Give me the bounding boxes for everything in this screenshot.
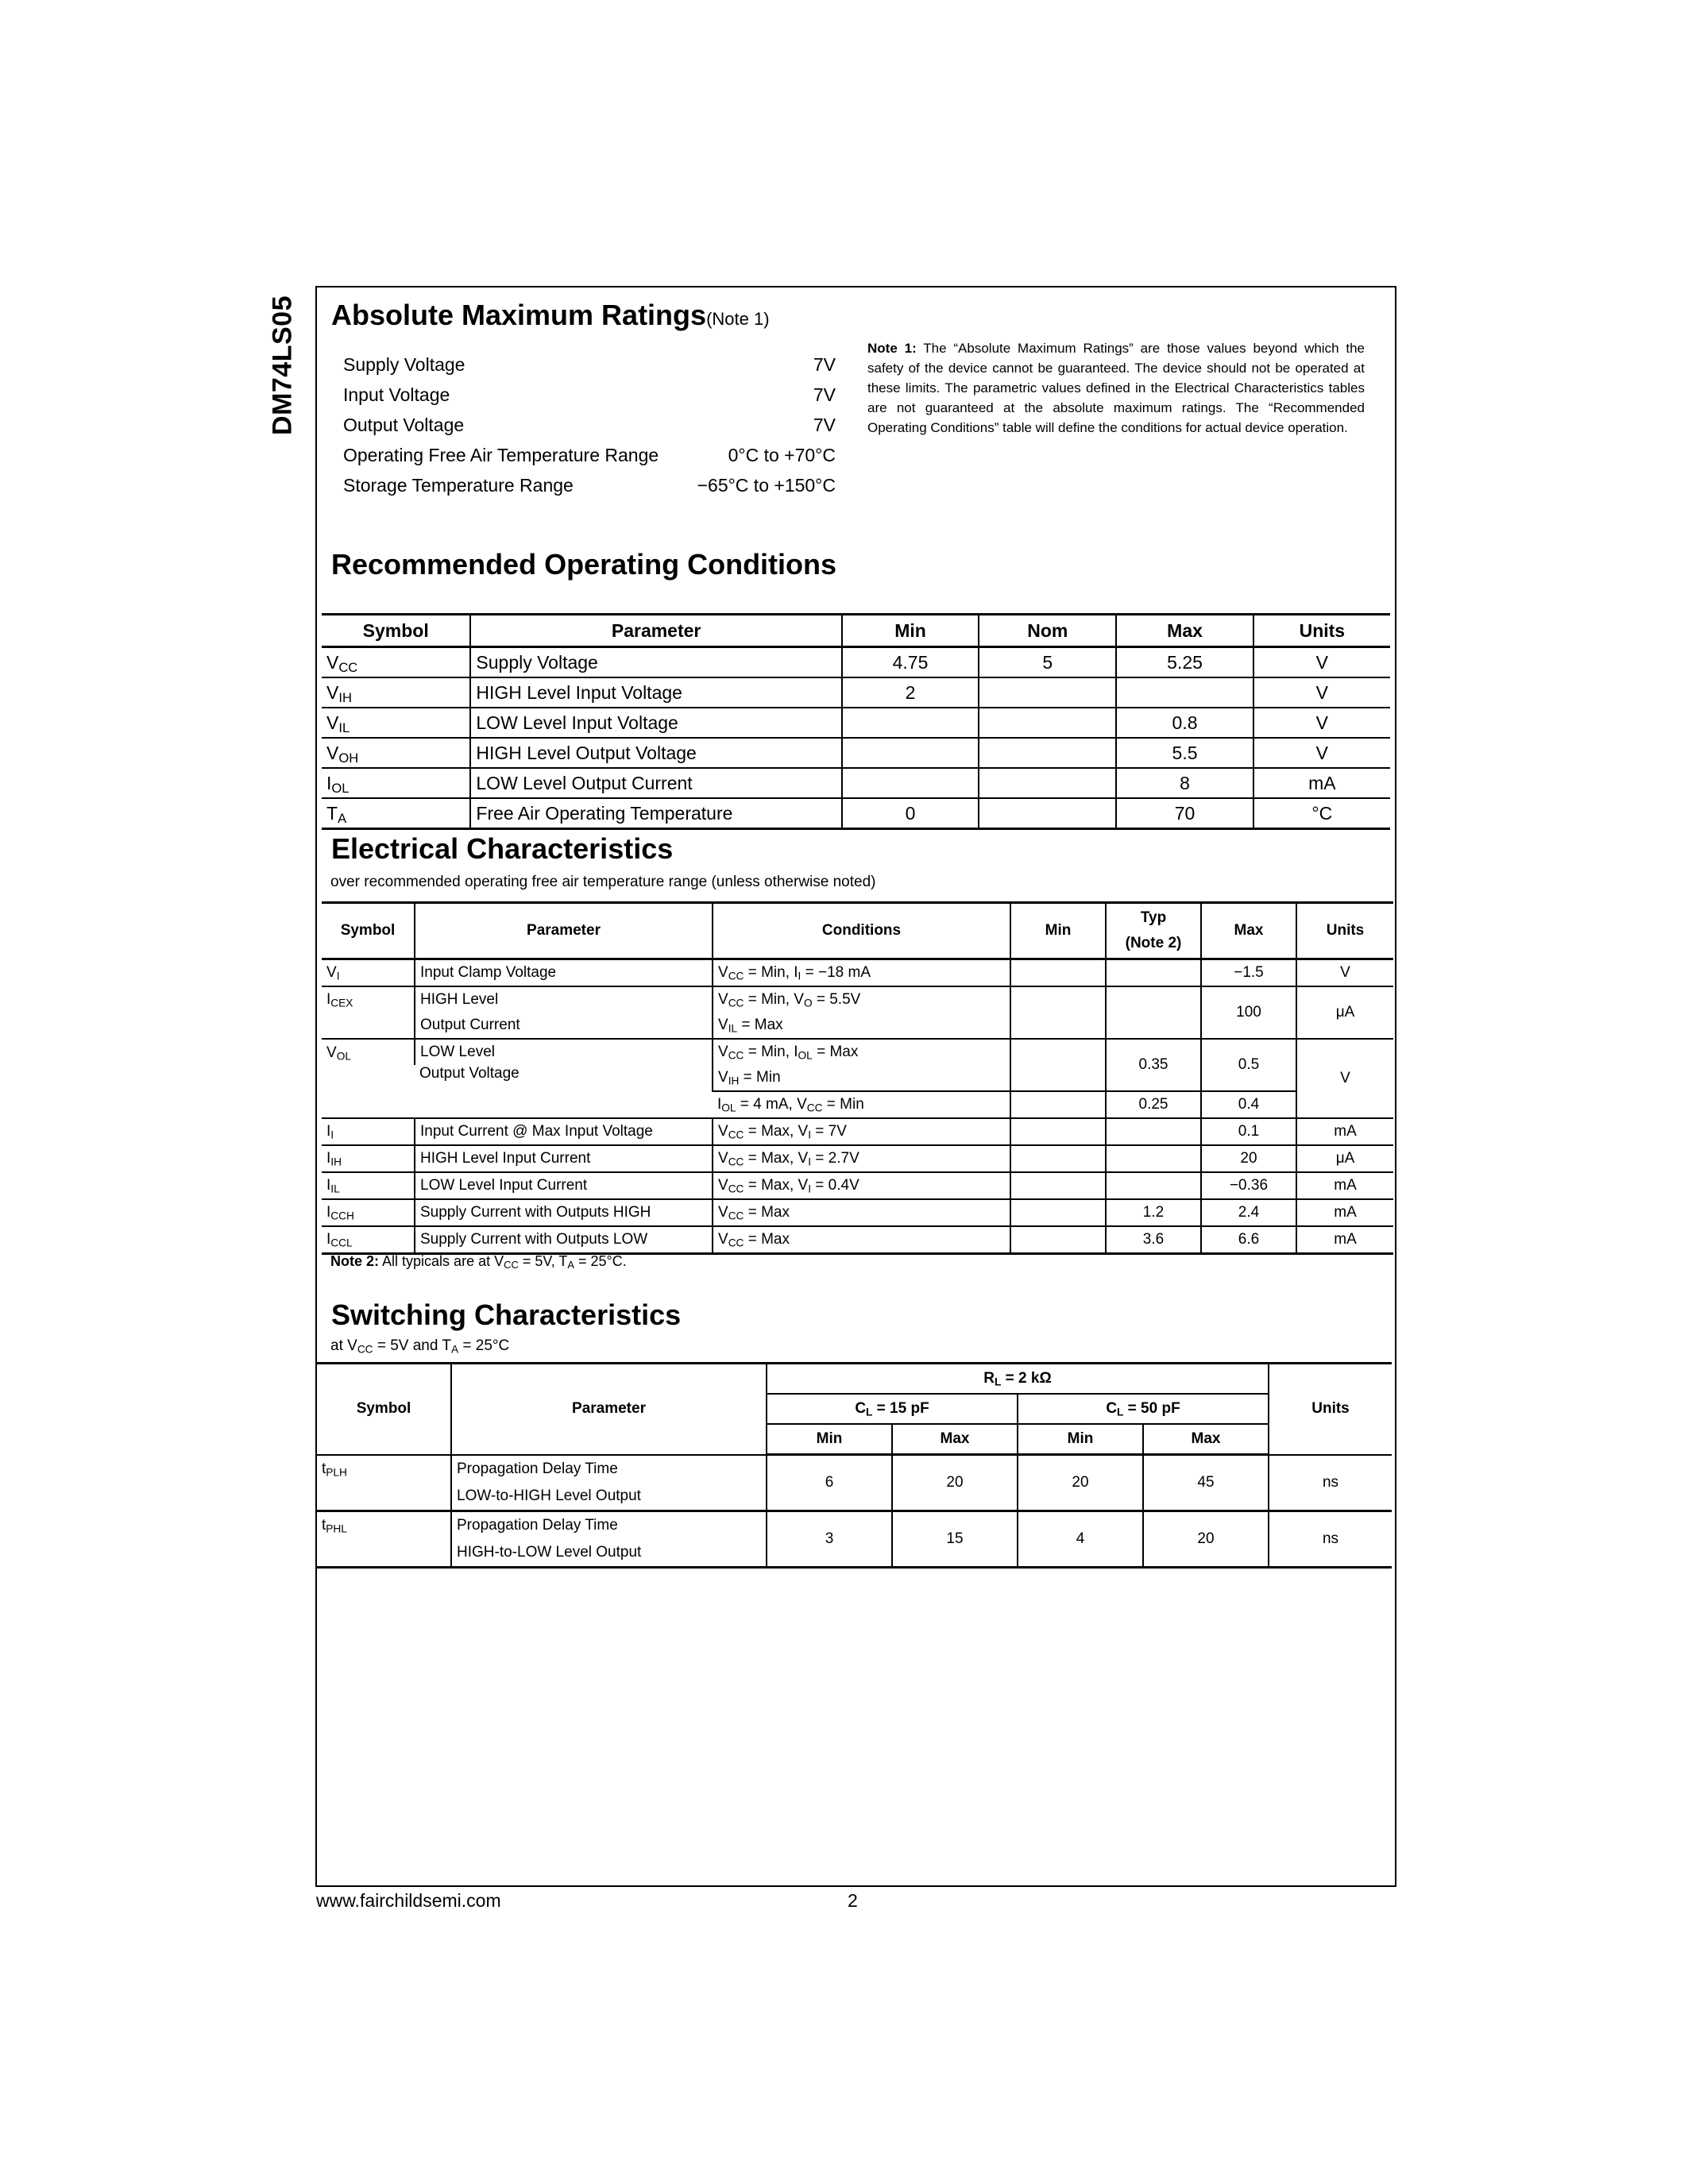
abs-max-value: 7V — [813, 384, 836, 405]
abs-max-label: Supply Voltage — [343, 354, 465, 375]
ec-typ: 1.2 — [1106, 1199, 1201, 1226]
ec-typ: 0.35 — [1106, 1039, 1201, 1091]
ec-cond: $V_{CC}$ = Max, $V_I = 7V$ — [713, 1118, 1010, 1145]
ec-row — [322, 1145, 1393, 1172]
sc-param: Propagation Delay Time — [451, 1455, 767, 1483]
roc-symbol: $V_{OH}$ — [322, 738, 470, 768]
roc-min: 0 — [842, 798, 979, 829]
roc-table — [322, 613, 1390, 830]
note-2: Note 2: All typicals are at $V_{CC} = 5V$, $T_A = 25^\circ C$. — [330, 1253, 627, 1271]
page-number: 2 — [848, 1890, 858, 1911]
roc-min: 2 — [842, 677, 979, 708]
abs-max-label: Output Voltage — [343, 415, 465, 435]
abs-max-value: 0°C to +70°C — [728, 445, 836, 465]
sc-row — [317, 1455, 1392, 1483]
ec-row — [322, 1199, 1393, 1226]
roc-max: 70 — [1116, 798, 1253, 829]
sc-subtitle: at $V_{CC} = 5V$ and $T_A = 25^\circ C$ — [330, 1337, 510, 1356]
ec-cond: $V_{CC}$ = Max — [713, 1199, 1010, 1226]
sc-header-max: Max — [1143, 1424, 1269, 1455]
sc-header-min: Min — [1018, 1424, 1143, 1455]
sc-value: 20 — [1018, 1455, 1143, 1511]
ec-typ: 0.25 — [1106, 1091, 1201, 1118]
roc-header: Units — [1253, 615, 1390, 647]
roc-param: LOW Level Output Current — [470, 768, 841, 798]
ec-units: V — [1296, 1039, 1393, 1118]
roc-header: Min — [842, 615, 979, 647]
roc-max — [1116, 677, 1253, 708]
ec-symbol: $I_I$ — [322, 1118, 415, 1145]
ec-header-max: Max — [1201, 903, 1296, 959]
roc-row — [322, 798, 1390, 829]
roc-units: V — [1253, 647, 1390, 678]
ec-typ — [1106, 1145, 1201, 1172]
ec-row — [322, 1118, 1393, 1145]
sc-units: ns — [1269, 1455, 1392, 1511]
abs-max-value: 7V — [813, 415, 836, 435]
roc-nom — [979, 768, 1116, 798]
ec-header-symbol: Symbol — [322, 903, 415, 959]
ec-param: Supply Current with Outputs LOW — [415, 1226, 713, 1254]
footer-url: www.fairchildsemi.com — [316, 1890, 501, 1911]
abs-max-row — [343, 354, 836, 380]
ec-header-parameter: Parameter — [415, 903, 713, 959]
roc-param: HIGH Level Output Voltage — [470, 738, 841, 768]
ec-header-min: Min — [1010, 903, 1106, 959]
ec-param: Input Clamp Voltage — [415, 959, 713, 987]
ec-param: Supply Current with Outputs HIGH — [415, 1199, 713, 1226]
ec-row-vi — [322, 959, 1393, 987]
abs-max-row — [343, 445, 836, 470]
roc-nom — [979, 677, 1116, 708]
roc-header: Parameter — [470, 615, 841, 647]
sc-header-min: Min — [767, 1424, 892, 1455]
ec-max: 6.6 — [1201, 1226, 1296, 1254]
sc-value: 20 — [892, 1455, 1018, 1511]
roc-units: V — [1253, 738, 1390, 768]
roc-nom — [979, 798, 1116, 829]
ec-typ — [1106, 1172, 1201, 1199]
ec-title: Electrical Characteristics — [331, 832, 674, 865]
ec-max: 0.4 — [1201, 1091, 1296, 1118]
ec-row — [322, 1226, 1393, 1254]
abs-max-row — [343, 415, 836, 440]
ec-row-icex-1 — [322, 986, 1393, 1013]
sc-symbol: $t_{PHL}$ — [317, 1511, 451, 1567]
ec-max: 0.5 — [1201, 1039, 1296, 1091]
ec-max: 100 — [1201, 986, 1296, 1039]
ec-param: HIGH Level — [415, 986, 713, 1013]
ec-subtitle: over recommended operating free air temperature range (unless otherwise noted) — [330, 874, 876, 890]
roc-param: HIGH Level Input Voltage — [470, 677, 841, 708]
sc-param: Propagation Delay Time — [451, 1511, 767, 1539]
roc-nom — [979, 738, 1116, 768]
ec-row-vol-1 — [322, 1039, 1393, 1065]
ec-typ: 3.6 — [1106, 1226, 1201, 1254]
ec-param: Output Voltage — [415, 1065, 713, 1118]
ec-param: Input Current @ Max Input Voltage — [415, 1118, 713, 1145]
sc-header-cl15: $C_L = 15$ pF — [767, 1394, 1018, 1424]
roc-param: LOW Level Input Voltage — [470, 708, 841, 738]
ec-symbol: $V_I$ — [322, 959, 415, 987]
note-1: Note 1: The “Absolute Maximum Ratings” are those values beyond which the safety of the device cannot be guaranteed. The device should not be operated at these limits. The parametric values defined in the Electrical Characteristics tables are not guaranteed at the absolute maximum ratings. The “Recommended Operating Conditions” table will define the conditions for actual device operation. — [867, 341, 1365, 435]
side-part-number: DM74LS05 — [267, 295, 298, 435]
sc-value: 45 — [1143, 1455, 1269, 1511]
sc-param: LOW-to-HIGH Level Output — [451, 1483, 767, 1511]
roc-symbol: $V_{IL}$ — [322, 708, 470, 738]
ec-cond: $V_{CC}$ = Min, $V_O = 5.5V$ — [713, 986, 1010, 1013]
ec-units: V — [1296, 959, 1393, 987]
abs-max-label: Input Voltage — [343, 384, 450, 405]
roc-max: 0.8 — [1116, 708, 1253, 738]
abs-max-row — [343, 475, 836, 500]
ec-symbol: $I_{CCH}$ — [322, 1199, 415, 1226]
roc-symbol: $V_{IH}$ — [322, 677, 470, 708]
sc-row — [317, 1511, 1392, 1539]
abs-max-row — [343, 384, 836, 410]
sc-value: 20 — [1143, 1511, 1269, 1567]
roc-nom — [979, 708, 1116, 738]
roc-max: 5.5 — [1116, 738, 1253, 768]
roc-title: Recommended Operating Conditions — [331, 548, 837, 581]
roc-row — [322, 708, 1390, 738]
ec-param: Output Current — [415, 1013, 713, 1039]
ec-units: mA — [1296, 1172, 1393, 1199]
ec-param: LOW Level Input Current — [415, 1172, 713, 1199]
abs-max-label: Storage Temperature Range — [343, 475, 574, 496]
roc-min: 4.75 — [842, 647, 979, 678]
roc-units: mA — [1253, 768, 1390, 798]
sc-value: 4 — [1018, 1511, 1143, 1567]
sc-header-units: Units — [1269, 1364, 1392, 1455]
roc-row — [322, 677, 1390, 708]
roc-header: Nom — [979, 615, 1116, 647]
ec-cond: $V_{CC}$ = Min, $I_I = -18$ mA — [713, 959, 1010, 987]
ec-symbol: $I_{IL}$ — [322, 1172, 415, 1199]
sc-units: ns — [1269, 1511, 1392, 1567]
sc-value: 6 — [767, 1455, 892, 1511]
roc-min — [842, 768, 979, 798]
roc-row — [322, 647, 1390, 678]
sc-value: 15 — [892, 1511, 1018, 1567]
sc-param: HIGH-to-LOW Level Output — [451, 1539, 767, 1568]
roc-header: Symbol — [322, 615, 470, 647]
ec-symbol: $I_{IH}$ — [322, 1145, 415, 1172]
roc-max: 8 — [1116, 768, 1253, 798]
roc-units: V — [1253, 708, 1390, 738]
roc-param: Free Air Operating Temperature — [470, 798, 841, 829]
roc-min — [842, 708, 979, 738]
ec-symbol: $I_{CEX}$ — [326, 991, 353, 1009]
roc-param: Supply Voltage — [470, 647, 841, 678]
ec-param: LOW Level — [415, 1039, 713, 1065]
roc-symbol: $I_{OL}$ — [322, 768, 470, 798]
roc-row — [322, 768, 1390, 798]
sc-header-symbol: Symbol — [317, 1364, 451, 1455]
ec-units: mA — [1296, 1226, 1393, 1254]
ec-cond: $I_{OL} = 4$ mA, $V_{CC}$ = Min — [713, 1091, 1010, 1118]
ec-param: HIGH Level Input Current — [415, 1145, 713, 1172]
roc-header: Max — [1116, 615, 1253, 647]
ec-header-typ: Typ (Note 2) — [1106, 903, 1201, 959]
ec-max: 2.4 — [1201, 1199, 1296, 1226]
abs-max-label: Operating Free Air Temperature Range — [343, 445, 659, 465]
ec-cond: $V_{IL}$ = Max — [713, 1013, 1010, 1039]
abs-max-value: 7V — [813, 354, 836, 375]
ec-max: 20 — [1201, 1145, 1296, 1172]
ec-units: μA — [1296, 986, 1393, 1039]
ec-header-units: Units — [1296, 903, 1393, 959]
ec-max: 0.1 — [1201, 1118, 1296, 1145]
ec-units: mA — [1296, 1118, 1393, 1145]
ec-symbol: $V_{OL}$ — [322, 1039, 415, 1118]
sc-header-parameter: Parameter — [451, 1364, 767, 1455]
ec-cond: $V_{CC}$ = Min, $I_{OL}$ = Max — [713, 1039, 1010, 1065]
ec-symbol: $I_{CCL}$ — [322, 1226, 415, 1254]
sc-header-rl: $R_L = 2$ kΩ — [767, 1364, 1269, 1395]
sc-header-cl50: $C_L = 50$ pF — [1018, 1394, 1269, 1424]
sc-value: 3 — [767, 1511, 892, 1567]
roc-max: 5.25 — [1116, 647, 1253, 678]
ec-max: −0.36 — [1201, 1172, 1296, 1199]
ec-cond: $V_{CC}$ = Max, $V_I = 2.7V$ — [713, 1145, 1010, 1172]
ec-row — [322, 1172, 1393, 1199]
abs-max-value: −65°C to +150°C — [697, 475, 836, 496]
roc-nom: 5 — [979, 647, 1116, 678]
sc-symbol: $t_{PLH}$ — [317, 1455, 451, 1511]
ec-table — [322, 901, 1393, 1255]
roc-min — [842, 738, 979, 768]
sc-table — [317, 1362, 1392, 1569]
ec-cond: $V_{IH}$ = Min — [713, 1065, 1010, 1091]
ec-units: mA — [1296, 1199, 1393, 1226]
ec-cond: $V_{CC}$ = Max — [713, 1226, 1010, 1254]
sc-header-max: Max — [892, 1424, 1018, 1455]
ec-cond: $V_{CC}$ = Max, $V_I = 0.4V$ — [713, 1172, 1010, 1199]
ec-typ — [1106, 1118, 1201, 1145]
sc-title: Switching Characteristics — [331, 1298, 682, 1331]
roc-symbol: $T_A$ — [322, 798, 470, 829]
roc-units: °C — [1253, 798, 1390, 829]
roc-units: V — [1253, 677, 1390, 708]
abs-max-title: Absolute Maximum Ratings(Note 1) — [331, 299, 770, 331]
ec-max: −1.5 — [1201, 959, 1296, 987]
ec-header-conditions: Conditions — [713, 903, 1010, 959]
roc-row — [322, 738, 1390, 768]
ec-units: μA — [1296, 1145, 1393, 1172]
roc-symbol: $V_{CC}$ — [322, 647, 470, 678]
